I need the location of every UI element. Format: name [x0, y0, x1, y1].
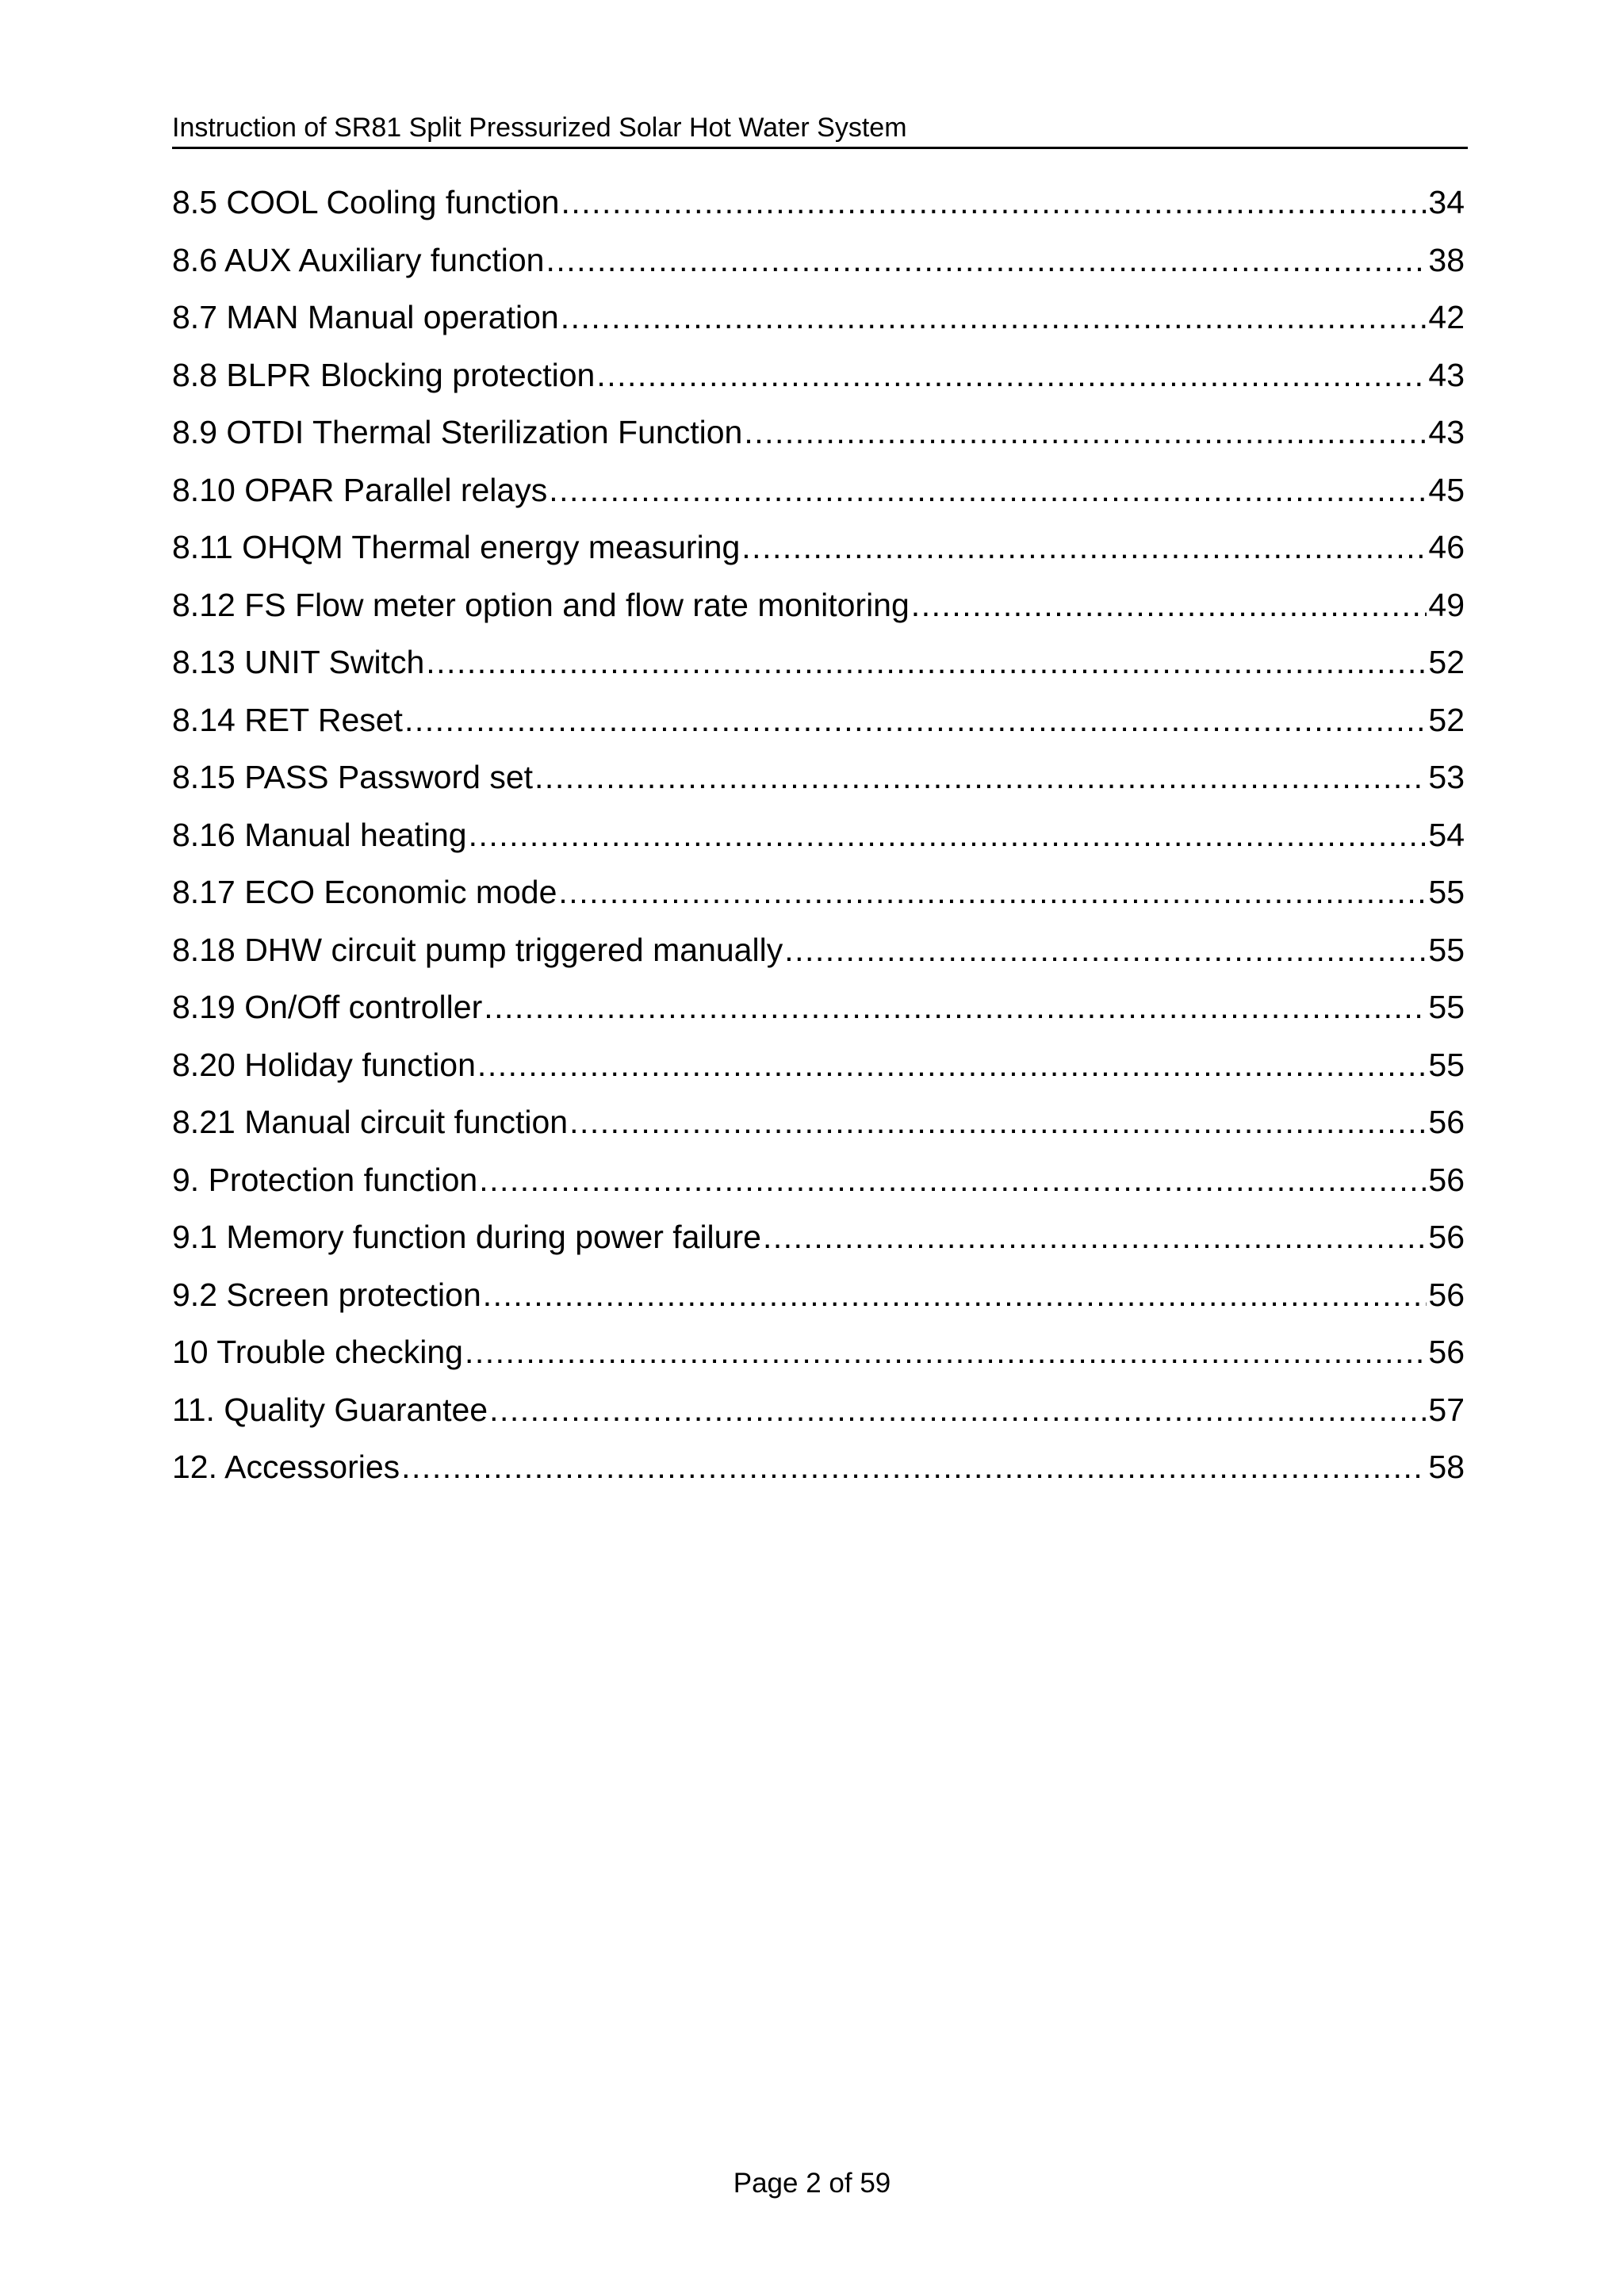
toc-entry-page: 55: [1428, 931, 1465, 968]
toc-entry[interactable]: [172, 1042, 1465, 1100]
dot-leader: [784, 927, 1427, 973]
toc-entry[interactable]: [172, 294, 1465, 352]
dot-leader: [561, 179, 1427, 225]
toc-entry-page: 55: [1428, 989, 1465, 1025]
document-title: Instruction of SR81 Split Pressurized Solar Hot Water System: [172, 113, 907, 143]
dot-leader: [479, 1157, 1427, 1203]
toc-entry-page: 46: [1428, 529, 1465, 565]
toc-entry-label: 8.13 UNIT Switch: [172, 644, 425, 680]
toc-entry-page: 43: [1428, 356, 1465, 393]
toc-entry-page: 54: [1428, 816, 1465, 853]
toc-entry-page: 57: [1428, 1391, 1465, 1428]
dot-leader: [561, 294, 1427, 340]
dot-leader: [558, 869, 1427, 915]
toc-entry-page: 53: [1428, 759, 1465, 795]
dot-leader: [401, 1444, 1427, 1490]
toc-entry-page: 55: [1428, 1046, 1465, 1083]
toc-entry[interactable]: [172, 1272, 1465, 1330]
page-number: Page 2 of 59: [733, 2168, 891, 2199]
toc-entry[interactable]: [172, 812, 1465, 870]
toc-entry[interactable]: [172, 179, 1465, 237]
toc-entry-label: 8.8 BLPR Blocking protection: [172, 356, 596, 393]
dot-leader: [465, 1329, 1427, 1375]
toc-entry-label: 12. Accessories: [172, 1449, 400, 1485]
dot-leader: [741, 524, 1427, 570]
toc-entry[interactable]: [172, 582, 1465, 640]
toc-entry[interactable]: [172, 467, 1465, 525]
toc-entry-label: 8.21 Manual circuit function: [172, 1104, 569, 1140]
toc-entry-page: 56: [1428, 1219, 1465, 1255]
toc-entry[interactable]: [172, 1444, 1465, 1502]
toc-entry[interactable]: [172, 754, 1465, 812]
toc-entry[interactable]: [172, 1157, 1465, 1215]
dot-leader: [596, 352, 1427, 398]
toc-entry[interactable]: [172, 409, 1465, 467]
toc-entry-page: 55: [1428, 874, 1465, 910]
dot-leader: [483, 1272, 1427, 1318]
toc-entry[interactable]: [172, 352, 1465, 410]
toc-entry[interactable]: [172, 639, 1465, 697]
toc-entry-label: 8.15 PASS Password set: [172, 759, 534, 795]
toc-entry-label: 8.20 Holiday function: [172, 1046, 476, 1083]
toc-entry[interactable]: [172, 927, 1465, 985]
dot-leader: [489, 1387, 1427, 1433]
dot-leader: [546, 237, 1427, 283]
toc-entry-label: 8.9 OTDI Thermal Sterilization Function: [172, 414, 743, 450]
toc-entry[interactable]: [172, 1387, 1465, 1445]
toc-entry-label: 9.1 Memory function during power failure: [172, 1219, 761, 1255]
toc-entry-label: 8.7 MAN Manual operation: [172, 299, 559, 335]
toc-entry[interactable]: [172, 1099, 1465, 1157]
page-header: [172, 111, 1468, 149]
toc-entry-page: 42: [1428, 299, 1465, 335]
dot-leader: [549, 467, 1427, 513]
toc-entry-label: 8.14 RET Reset: [172, 701, 403, 738]
toc-entry-label: 9.2 Screen protection: [172, 1276, 481, 1313]
toc-entry-page: 52: [1428, 701, 1465, 738]
toc-entry-label: 10 Trouble checking: [172, 1334, 463, 1370]
toc-entry[interactable]: [172, 984, 1465, 1042]
toc-entry-page: 45: [1428, 471, 1465, 508]
toc-entry-label: 8.17 ECO Economic mode: [172, 874, 557, 910]
toc-entry[interactable]: [172, 524, 1465, 582]
toc-entry-page: 56: [1428, 1161, 1465, 1198]
toc-entry-page: 58: [1428, 1449, 1465, 1485]
toc-entry-label: 8.12 FS Flow meter option and flow rate monitoring: [172, 586, 910, 623]
toc-entry-page: 34: [1428, 184, 1465, 220]
toc-entry[interactable]: [172, 1214, 1465, 1272]
toc-entry-page: 52: [1428, 644, 1465, 680]
toc-entry[interactable]: [172, 869, 1465, 927]
toc-entry-page: 56: [1428, 1104, 1465, 1140]
toc-entry-page: 56: [1428, 1276, 1465, 1313]
dot-leader: [911, 582, 1427, 628]
dot-leader: [426, 639, 1427, 685]
dot-leader: [484, 984, 1427, 1030]
toc-entry-page: 49: [1428, 586, 1465, 623]
toc-entry-page: 56: [1428, 1334, 1465, 1370]
toc-entry-page: 43: [1428, 414, 1465, 450]
toc-entry[interactable]: [172, 697, 1465, 755]
dot-leader: [477, 1042, 1427, 1088]
dot-leader: [469, 812, 1427, 858]
dot-leader: [404, 697, 1427, 743]
table-of-contents: [172, 179, 1465, 1502]
toc-entry-label: 8.18 DHW circuit pump triggered manually: [172, 931, 783, 968]
toc-entry-label: 11. Quality Guarantee: [172, 1391, 488, 1428]
toc-entry-page: 38: [1428, 241, 1465, 278]
toc-entry-label: 8.16 Manual heating: [172, 816, 467, 853]
dot-leader: [744, 409, 1427, 455]
dot-leader: [534, 754, 1427, 800]
dot-leader: [569, 1099, 1427, 1145]
toc-entry[interactable]: [172, 1329, 1465, 1387]
dot-leader: [763, 1214, 1427, 1260]
toc-entry-label: 8.6 AUX Auxiliary function: [172, 241, 545, 278]
toc-entry-label: 8.11 OHQM Thermal energy measuring: [172, 529, 741, 565]
toc-entry-label: 9. Protection function: [172, 1161, 478, 1198]
toc-entry[interactable]: [172, 237, 1465, 295]
page-footer: [0, 2166, 1624, 2201]
toc-entry-label: 8.10 OPAR Parallel relays: [172, 471, 548, 508]
toc-entry-label: 8.5 COOL Cooling function: [172, 184, 560, 220]
toc-entry-label: 8.19 On/Off controller: [172, 989, 483, 1025]
